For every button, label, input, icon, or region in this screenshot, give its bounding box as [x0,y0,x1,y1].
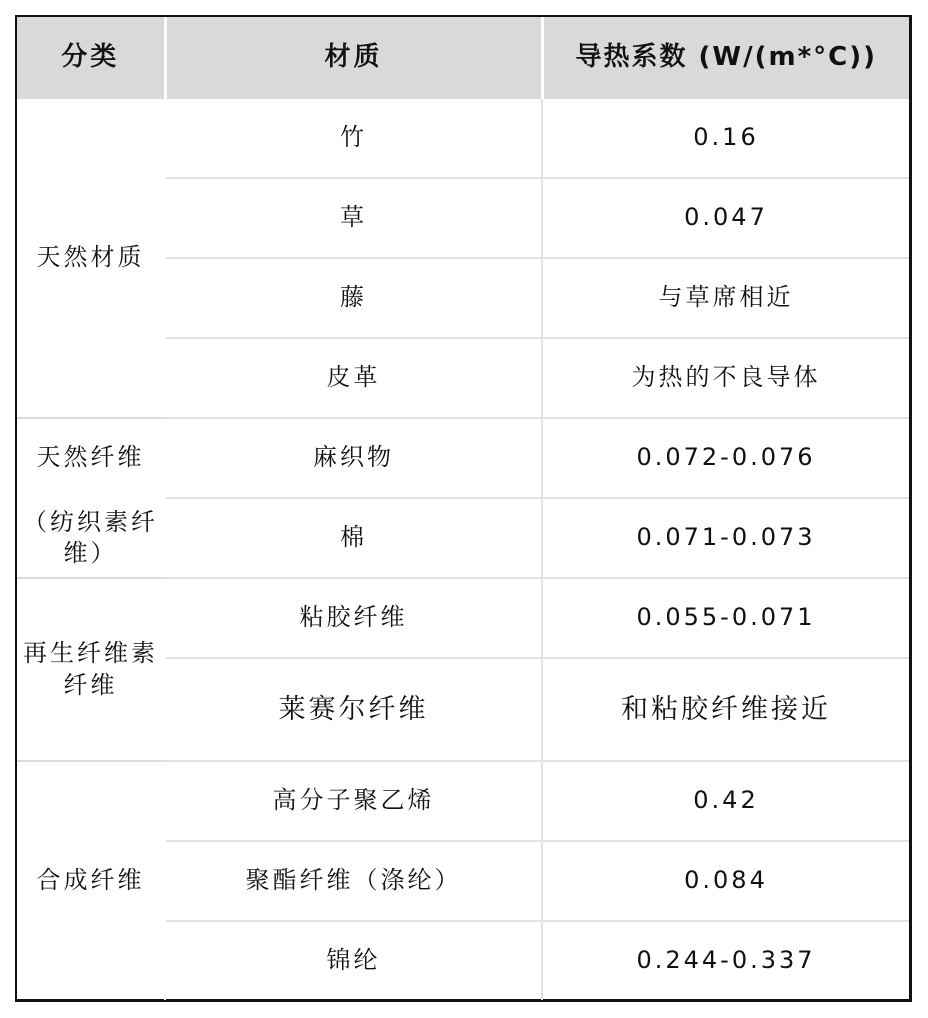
material-cell: 聚酯纤维（涤纶） [165,841,542,921]
header-row [17,17,909,99]
material-cell: 高分子聚乙烯 [165,761,542,841]
category-cell: 合成纤维 [17,761,165,1000]
thermal-conductivity-table [17,17,909,1000]
value-cell: 0.055-0.071 [542,578,909,658]
header-material: 材质 [165,17,542,99]
material-cell: 皮革 [165,338,542,418]
header-conductivity: 导热系数 (W/(m*°C)) [542,17,909,99]
value-cell: 为热的不良导体 [542,338,909,418]
material-cell: 粘胶纤维 [165,578,542,658]
header-category: 分类 [17,17,165,99]
material-cell: 竹 [165,99,542,178]
category-cell-line2: （纺织素纤维） [17,498,165,578]
value-cell: 0.071-0.073 [542,498,909,578]
category-cell: 天然材质 [17,99,165,418]
category-cell-line1: 天然纤维 [17,418,165,498]
table-row [17,498,909,578]
material-cell: 莱赛尔纤维 [165,658,542,761]
table-row [17,99,909,178]
table-row [17,578,909,658]
value-cell: 与草席相近 [542,258,909,338]
material-cell: 藤 [165,258,542,338]
value-cell: 0.244-0.337 [636,946,816,975]
material-cell: 棉 [165,498,542,578]
material-cell: 草 [165,178,542,258]
material-cell: 锦纶 [165,921,542,1000]
value-cell: 0.072-0.076 [542,418,909,498]
value-cell: 和粘胶纤维接近 [542,658,909,761]
category-cell: 再生纤维素纤维 [17,578,165,761]
value-cell: 0.42 [542,761,909,841]
value-cell: 0.16 [542,99,909,178]
table-row [17,418,909,498]
material-cell: 麻织物 [165,418,542,498]
value-cell: 0.047 [542,178,909,258]
value-cell: 0.084 [542,841,909,921]
table-row [17,761,909,841]
